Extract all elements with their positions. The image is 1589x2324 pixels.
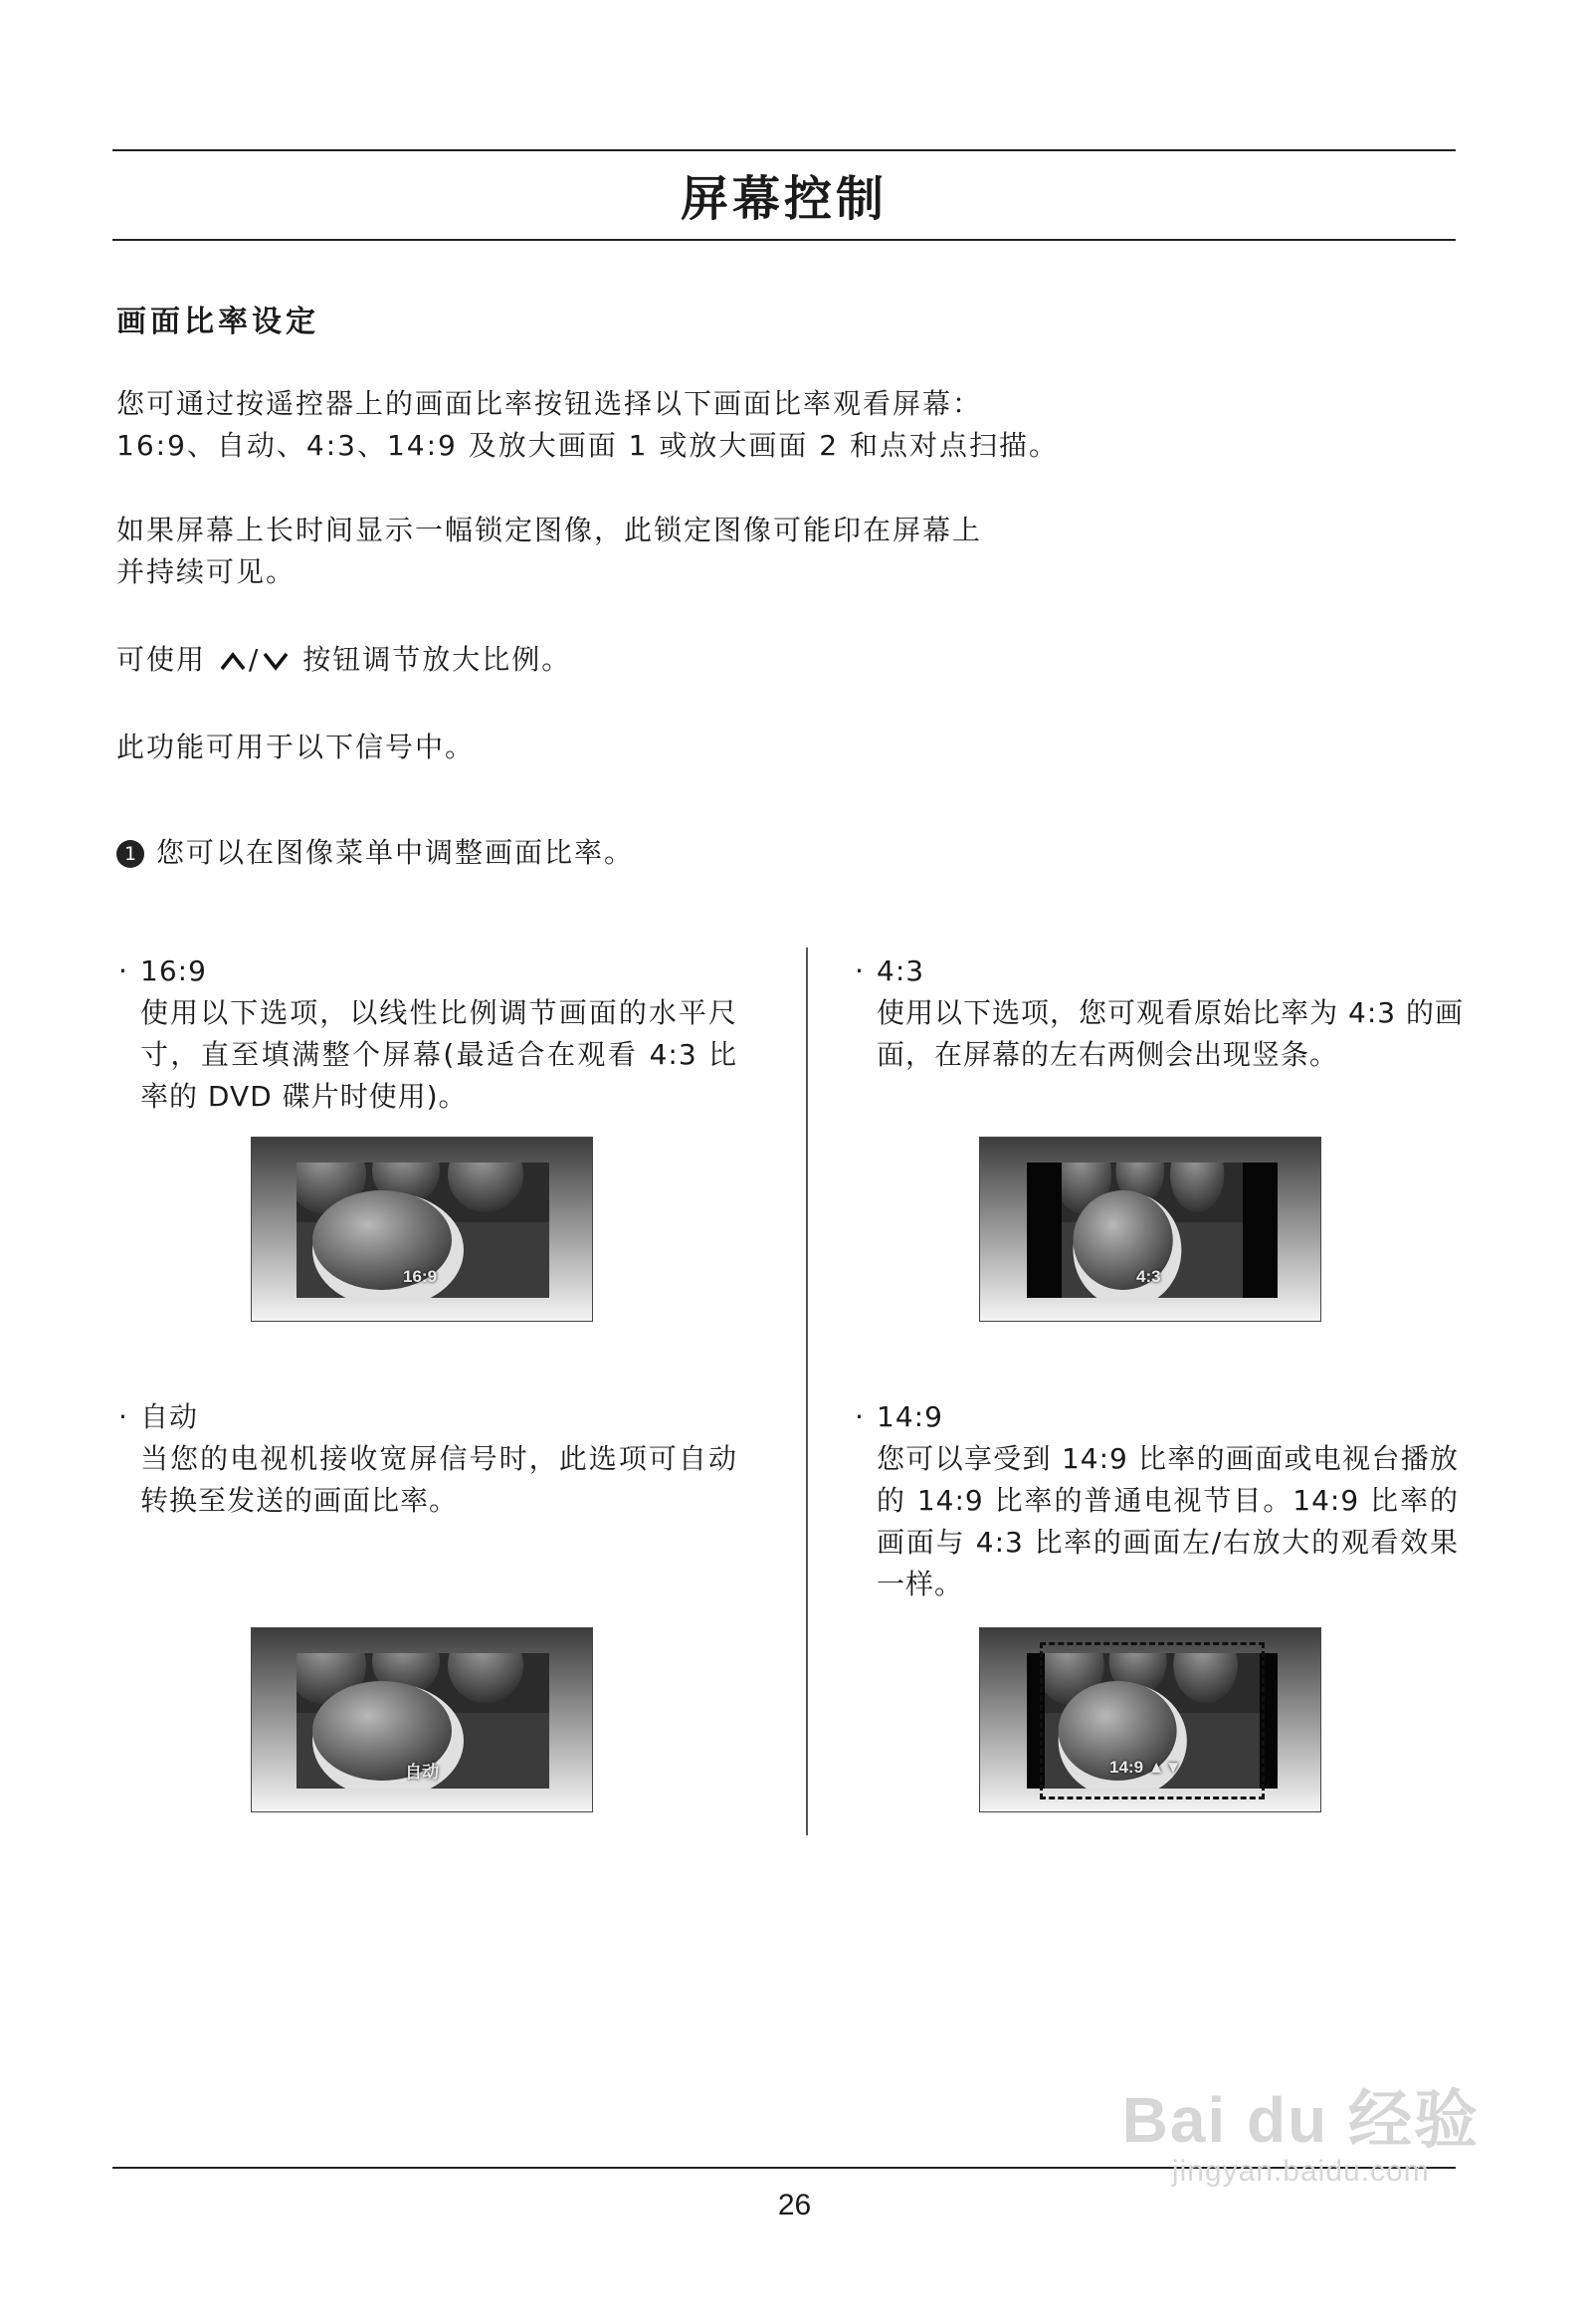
screen-label: 14:9 ▲▼ xyxy=(1109,1758,1182,1777)
chevron-down-icon xyxy=(262,649,290,673)
zoom-note-prefix: 可使用 xyxy=(116,643,207,676)
watermark-brand: Bai du 经验 xyxy=(1121,2084,1480,2156)
option-4-3: · 4:3 使用以下选项，您可观看原始比率为 4:3 的画面，在屏幕的左右两侧会出现竖条。 xyxy=(877,951,1464,1076)
option-auto: · 自动 当您的电视机接收宽屏信号时，此选项可自动转换至发送的画面比率。 xyxy=(140,1396,737,1522)
screen-illustration-16-9 xyxy=(251,1137,593,1322)
zoom-note-separator: / xyxy=(248,643,261,676)
warning-line: 如果屏幕上长时间显示一幅锁定图像，此锁定图像可能印在屏幕上 xyxy=(116,514,983,546)
intro-line: 16:9、自动、4:3、14:9 及放大画面 1 或放大画面 2 和点对点扫描。 xyxy=(116,429,1059,462)
screen-label: 自动 xyxy=(405,1763,439,1782)
numbered-note xyxy=(116,832,1111,874)
screen-illustration-auto xyxy=(251,1627,593,1812)
option-description: 使用以下选项，您可观看原始比率为 4:3 的画面，在屏幕的左右两侧会出现竖条。 xyxy=(877,996,1464,1071)
zoom-note xyxy=(116,639,1111,681)
screen-illustration-4-3 xyxy=(979,1137,1321,1322)
header-bottom-rule xyxy=(112,239,1456,241)
watermark-url: jingyan.baidu.com xyxy=(1171,2155,1430,2188)
intro-paragraph xyxy=(116,383,1111,467)
option-description: 使用以下选项，以线性比例调节画面的水平尺寸，直至填满整个屏幕(最适合在观看 4:3 比率的 DVD 碟片时使用)。 xyxy=(140,996,737,1113)
option-description: 您可以享受到 14:9 比率的画面或电视台播放的 14:9 比率的普通电视节目。14:9 比率的画面与 4:3 比率的画面左/右放大的观看效果一样。 xyxy=(877,1442,1459,1600)
baidu-watermark xyxy=(1122,2085,1480,2189)
header-top-rule xyxy=(112,149,1456,151)
option-14-9: · 14:9 您可以享受到 14:9 比率的画面或电视台播放的 14:9 比率的普通电视节目。14:9 比率的画面与 4:3 比率的画面左/右放大的观看效果一样。 xyxy=(877,1396,1459,1605)
option-name: 4:3 xyxy=(877,954,925,987)
option-name: 14:9 xyxy=(877,1400,943,1433)
chevron-up-icon xyxy=(219,649,247,673)
option-name: 自动 xyxy=(140,1400,199,1433)
screen-label: 4:3 xyxy=(1136,1267,1161,1286)
screen-label: 16:9 xyxy=(403,1267,438,1286)
screen-illustration-14-9 xyxy=(979,1627,1321,1812)
numbered-note-text: 您可以在图像菜单中调整画面比率。 xyxy=(156,836,635,869)
option-description: 当您的电视机接收宽屏信号时，此选项可自动转换至发送的画面比率。 xyxy=(140,1442,737,1517)
warning-paragraph xyxy=(116,510,1111,593)
section-heading: 画面比率设定 xyxy=(116,305,319,339)
signal-note: 此功能可用于以下信号中。 xyxy=(116,731,476,763)
warning-line: 并持续可见。 xyxy=(116,555,297,588)
option-16-9: · 16:9 使用以下选项，以线性比例调节画面的水平尺寸，直至填满整个屏幕(最适合在观看 4:3 比率的 DVD 碟片时使用)。 xyxy=(140,951,737,1118)
page-title: 屏幕控制 xyxy=(680,171,888,227)
intro-line: 您可通过按遥控器上的画面比率按钮选择以下画面比率观看屏幕： xyxy=(116,387,983,420)
page-number: 26 xyxy=(777,2189,812,2221)
note-number-badge: 1 xyxy=(116,840,144,868)
column-divider xyxy=(806,948,808,1835)
option-name: 16:9 xyxy=(140,954,207,987)
zoom-note-suffix: 按钮调节放大比例。 xyxy=(302,643,572,676)
